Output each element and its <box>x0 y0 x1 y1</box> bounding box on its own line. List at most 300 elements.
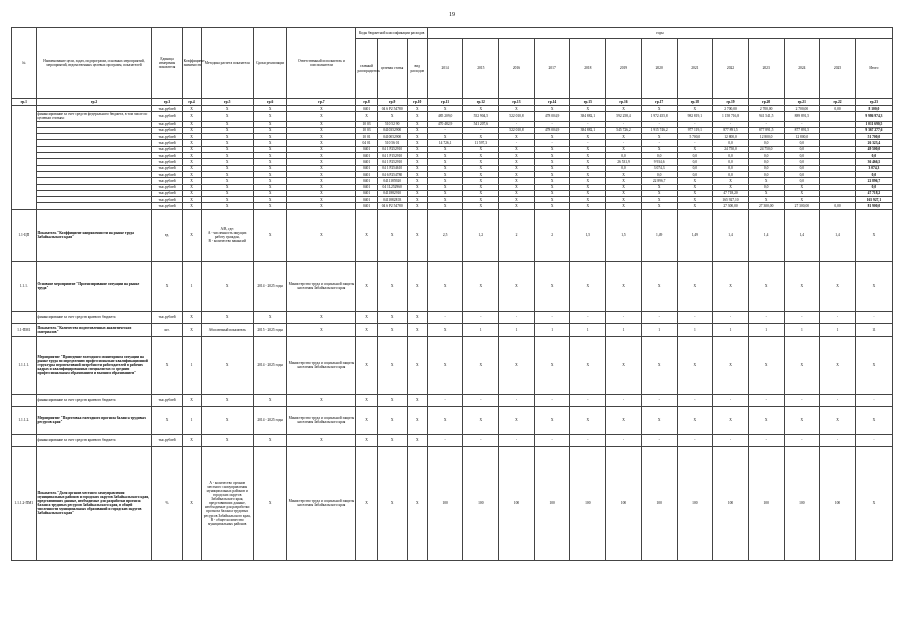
finance-row <box>12 112 893 121</box>
year-cell: X <box>463 336 499 394</box>
event-row <box>12 261 893 311</box>
year-cell: - <box>534 121 570 127</box>
year-cell: 2 700,00 <box>713 106 749 112</box>
cell-j: X <box>407 134 427 140</box>
cell-method: X <box>201 406 253 434</box>
year-cell: X <box>463 153 499 159</box>
cell-e: X <box>201 203 253 209</box>
cell-unit: тыс.рублей <box>152 311 182 323</box>
year-cell: - <box>534 311 570 323</box>
row-number: 1.1.1.1. <box>12 336 37 394</box>
year-cell: 941 541,5 <box>748 112 784 121</box>
total-cell: 22 896,7 <box>855 178 892 184</box>
cell-kbk-type: X <box>407 406 427 434</box>
cell-j: X <box>407 171 427 177</box>
cell-c: тыс.рублей <box>152 159 182 165</box>
cell-g: X <box>287 140 356 146</box>
year-cell: X <box>534 336 570 394</box>
cell-kbk-type: X <box>407 261 427 311</box>
cell-unit: X <box>152 261 182 311</box>
year-cell: - <box>748 121 784 127</box>
cell-d: X <box>182 171 201 177</box>
year-cell: X <box>677 336 713 394</box>
year-cell: X <box>641 146 677 152</box>
fin-row <box>12 311 893 323</box>
year-cell: 0,0 <box>677 153 713 159</box>
year-cell: 982 819,1 <box>677 112 713 121</box>
year-cell: 2,5 <box>427 209 463 261</box>
year-cell: - <box>463 127 499 133</box>
year-cell: - <box>570 121 606 127</box>
year-cell: X <box>677 406 713 434</box>
row-number: 1.1.1.2-ПМ1 <box>12 446 37 560</box>
header-num: № <box>12 28 37 99</box>
column-number: гр.6 <box>253 99 286 106</box>
year-cell: - <box>463 394 499 406</box>
cell-responsible: X <box>287 394 356 406</box>
event-row <box>12 336 893 394</box>
program-table <box>11 27 893 561</box>
cell-g: X <box>287 112 356 121</box>
year-cell: X <box>784 336 820 394</box>
cell-i: 04 1 P252910 <box>377 159 407 165</box>
year-cell: 1,4 <box>748 209 784 261</box>
year-cell: X <box>499 178 535 184</box>
year-cell: X <box>534 190 570 196</box>
cell-terms: X <box>253 394 286 406</box>
year-cell: 27 300,00 <box>748 203 784 209</box>
cell-f: X <box>253 165 286 171</box>
year-cell: 0,0 <box>748 159 784 165</box>
year-cell: 5 700,0 <box>677 134 713 140</box>
year-cell: X <box>463 261 499 311</box>
cell-e: X <box>201 121 253 127</box>
year-cell: X <box>641 197 677 203</box>
year-cell: 0,0 <box>784 165 820 171</box>
cell-i: 04 1 P252910 <box>377 146 407 152</box>
column-number: гр.22 <box>820 99 856 106</box>
header-year-col: 2021 <box>677 39 713 99</box>
header-year-col: 2022 <box>713 39 749 99</box>
year-cell: - <box>784 394 820 406</box>
header-year-col: 2016 <box>499 39 535 99</box>
year-cell: 100 <box>427 446 463 560</box>
year-cell: X <box>677 178 713 184</box>
year-cell: X <box>713 184 749 190</box>
cell-h: 10 01 <box>356 134 377 140</box>
year-cell: X <box>499 184 535 190</box>
year-cell: X <box>677 106 713 112</box>
header-kbk: Коды бюджетной классификации расходов <box>356 28 427 39</box>
year-cell: - <box>713 434 749 446</box>
year-cell: X <box>570 106 606 112</box>
year-cell: - <box>677 121 713 127</box>
year-cell: 1 <box>748 323 784 336</box>
year-cell: X <box>570 171 606 177</box>
year-cell: X <box>534 197 570 203</box>
year-cell: X <box>784 190 820 196</box>
cell-f: X <box>253 106 286 112</box>
cell-h: 0401 <box>356 171 377 177</box>
cell-unit: X <box>152 336 182 394</box>
cell-h: 0401 <box>356 197 377 203</box>
cell-d: X <box>182 112 201 121</box>
year-cell: X <box>748 197 784 203</box>
year-cell: X <box>534 261 570 311</box>
row-name: финансирование за счет средств краевого бюджета <box>36 394 152 406</box>
header-year-col: 2025 <box>820 39 856 99</box>
year-cell: 877 891,5 <box>713 127 749 133</box>
table-body <box>12 106 893 561</box>
year-cell: X <box>641 184 677 190</box>
total-cell: 1 011 690,5 <box>855 121 892 127</box>
cell-responsible: X <box>287 209 356 261</box>
row-number: 1.1-ЦП <box>12 209 37 261</box>
cell-h: 10 03 <box>356 127 377 133</box>
year-cell: 2 700,00 <box>784 106 820 112</box>
year-cell: X <box>570 203 606 209</box>
year-cell: X <box>606 146 642 152</box>
cell-c: тыс.рублей <box>152 171 182 177</box>
total-cell: 8 100,0 <box>855 106 892 112</box>
cell-e: X <box>201 159 253 165</box>
cell-coef: X <box>182 209 201 261</box>
year-cell: X <box>820 406 856 434</box>
year-cell: X <box>606 171 642 177</box>
year-cell: - <box>784 311 820 323</box>
year-cell: X <box>534 184 570 190</box>
year-cell: 592 258,4 <box>606 112 642 121</box>
cell-e: X <box>201 184 253 190</box>
cell-responsible: Министерство труда и социальной защиты населения Забайкальского края <box>287 406 356 434</box>
year-cell: X <box>499 406 535 434</box>
year-cell: 0,0 <box>748 140 784 146</box>
cell-kbk-target: X <box>377 323 407 336</box>
total-cell: 0,0 <box>855 171 892 177</box>
year-cell: X <box>463 165 499 171</box>
cell-i: 04 6 P254780 <box>377 171 407 177</box>
year-cell: - <box>784 434 820 446</box>
year-cell: - <box>570 434 606 446</box>
year-cell: 12 800,0 <box>713 134 749 140</box>
cell-f: X <box>253 197 286 203</box>
column-number: гр.16 <box>606 99 642 106</box>
cell-j: X <box>407 146 427 152</box>
year-cell: 22 896,7 <box>641 178 677 184</box>
cell-unit: X <box>152 406 182 434</box>
year-cell: - <box>463 434 499 446</box>
cell-e: X <box>201 165 253 171</box>
year-cell: 0,0 <box>677 165 713 171</box>
table-header <box>12 28 893 106</box>
cell-terms: X <box>253 434 286 446</box>
year-cell: - <box>534 140 570 146</box>
year-cell: 1 <box>570 323 606 336</box>
year-cell: X <box>570 406 606 434</box>
cell-h: 0401 <box>356 146 377 152</box>
year-cell: 0,0 <box>784 146 820 152</box>
header-year-col: 2019 <box>606 39 642 99</box>
cell-unit: тыс.рублей <box>152 434 182 446</box>
year-cell: 1 <box>499 323 535 336</box>
year-cell: - <box>427 311 463 323</box>
cell-method: А/В, где: А - численность ищущих работу граждан, В - количество вакансий <box>201 209 253 261</box>
cell-method: X <box>201 394 253 406</box>
total-cell: 26 323,4 <box>855 140 892 146</box>
header-year-col: Итого <box>855 39 892 99</box>
row-name: Показатель "Доля органов местного самоуправления муниципальных районов и городских округов Забайкальского края, представивших данные, необходимые для разработки прогноза баланса трудовых ресурсов Забайкальского края, в общей численности муниципальных образований и городских округов Забайкальского края" <box>36 446 152 560</box>
year-cell: 1 <box>606 323 642 336</box>
cell-h: 0401 <box>356 184 377 190</box>
cell-c: тыс.рублей <box>152 112 182 121</box>
cell-coef: X <box>182 311 201 323</box>
year-cell: 0,0 <box>641 171 677 177</box>
year-cell: X <box>606 184 642 190</box>
year-cell: 0,0 <box>677 171 713 177</box>
year-cell: X <box>427 336 463 394</box>
year-cell: - <box>677 311 713 323</box>
year-cell: X <box>641 406 677 434</box>
year-cell: 1,4 <box>784 209 820 261</box>
page-number: 19 <box>449 12 455 18</box>
cell-coef: 1 <box>182 336 201 394</box>
year-cell: X <box>677 197 713 203</box>
year-cell: X <box>427 190 463 196</box>
cell-i: 510 56 01 <box>377 140 407 146</box>
year-cell: X <box>499 134 535 140</box>
header-year-col: 2020 <box>641 39 677 99</box>
cell-kbk-target: X <box>377 394 407 406</box>
fin-row <box>12 434 893 446</box>
cell-f: X <box>253 171 286 177</box>
cell-j: X <box>407 121 427 127</box>
year-cell: X <box>463 171 499 177</box>
cell-g: X <box>287 203 356 209</box>
cell-e: X <box>201 112 253 121</box>
cell-coef: X <box>182 394 201 406</box>
year-cell: X <box>463 134 499 140</box>
cell-responsible: X <box>287 434 356 446</box>
year-cell: X <box>534 159 570 165</box>
year-cell: 14 726,1 <box>427 140 463 146</box>
row-number <box>12 434 37 446</box>
row-name: Мероприятие "Подготовка ежегодного прогноза баланса трудовых ресурсов края" <box>36 406 152 434</box>
year-cell: - <box>748 434 784 446</box>
cell-kbk-target: X <box>377 311 407 323</box>
year-cell: X <box>534 171 570 177</box>
cell-e: X <box>201 171 253 177</box>
cell-kbk-main: X <box>356 406 377 434</box>
year-cell: X <box>606 134 642 140</box>
cell-e: X <box>201 134 253 140</box>
column-number: гр.20 <box>748 99 784 106</box>
year-cell: 545 726,2 <box>606 127 642 133</box>
year-cell: X <box>570 159 606 165</box>
year-cell: - <box>499 394 535 406</box>
year-cell: X <box>499 203 535 209</box>
column-number: гр.17 <box>641 99 677 106</box>
cell-c: тыс.рублей <box>152 127 182 133</box>
year-cell: X <box>784 406 820 434</box>
cell-kbk-type: X <box>407 446 427 560</box>
column-number: гр.2 <box>36 99 152 106</box>
total-cell: 0,0 <box>855 153 892 159</box>
column-number: гр.4 <box>182 99 201 106</box>
year-cell: 478 004,9 <box>534 127 570 133</box>
indicator-row <box>12 209 893 261</box>
row-number: 1.1-ПМ1 <box>12 323 37 336</box>
year-cell: - <box>641 394 677 406</box>
year-cell: X <box>820 261 856 311</box>
year-cell: X <box>677 184 713 190</box>
total-cell: 165 927,1 <box>855 197 892 203</box>
year-cell: 889 891,5 <box>784 112 820 121</box>
column-number: гр.10 <box>407 99 427 106</box>
year-cell: X <box>570 178 606 184</box>
header-terms: Сроки реализации <box>253 28 286 99</box>
cell-d: X <box>182 197 201 203</box>
header-year-col: 2017 <box>534 39 570 99</box>
cell-h: 0401 <box>356 159 377 165</box>
cell-c: тыс.рублей <box>152 140 182 146</box>
year-cell: X <box>855 406 892 434</box>
year-cell: - <box>534 394 570 406</box>
year-cell: - <box>641 434 677 446</box>
column-number: гр.12 <box>463 99 499 106</box>
year-cell: 877 891,5 <box>784 127 820 133</box>
year-cell: X <box>499 190 535 196</box>
year-cell: X <box>427 153 463 159</box>
cell-terms: 2014 - 2025 годы <box>253 261 286 311</box>
cell-g: X <box>287 134 356 140</box>
year-cell: 1,5 <box>606 209 642 261</box>
year-cell: 0,0 <box>713 171 749 177</box>
year-cell: 1 <box>534 323 570 336</box>
cell-i: X <box>377 112 407 121</box>
year-cell: X <box>463 184 499 190</box>
cell-kbk-type: X <box>407 336 427 394</box>
year-cell: - <box>427 127 463 133</box>
cell-i: 04 1 P254610 <box>377 165 407 171</box>
cell-c: тыс.рублей <box>152 146 182 152</box>
cell-j: X <box>407 190 427 196</box>
year-cell: X <box>570 336 606 394</box>
year-cell: X <box>463 159 499 165</box>
year-cell: - <box>570 311 606 323</box>
cell-f: X <box>253 184 286 190</box>
year-cell: 522 010,8 <box>499 127 535 133</box>
year-cell: X <box>713 178 749 184</box>
year-cell: X <box>427 171 463 177</box>
cell-j: X <box>407 159 427 165</box>
year-cell: - <box>427 434 463 446</box>
header-method: Методика расчета показателя <box>201 28 253 99</box>
cell-i: 04 6 P2 54780 <box>377 106 407 112</box>
cell-terms: X <box>253 209 286 261</box>
cell-f: X <box>253 159 286 165</box>
year-cell: 100 <box>748 446 784 560</box>
cell-kbk-target: X <box>377 434 407 446</box>
year-cell: - <box>855 394 892 406</box>
year-cell: X <box>427 184 463 190</box>
cell-i: 510 52 90 <box>377 121 407 127</box>
cell-h: 0401 <box>356 106 377 112</box>
row-name: Мероприятие "Проведение ежегодного мониторинга ситуации на рынке труда по определению профессионально-квалификационной структуры перспективной потребности работодателей в рабочих кадрах и квалифицированных специалистах со средним профессиональным образованием и высшим образованием" <box>36 336 152 394</box>
cell-coef: 1 <box>182 261 201 311</box>
year-cell: 1,49 <box>677 209 713 261</box>
year-cell: 3 074,3 <box>641 165 677 171</box>
year-cell: X <box>748 178 784 184</box>
year-cell: 1 158 716,8 <box>713 112 749 121</box>
year-cell: - <box>748 394 784 406</box>
year-cell: - <box>606 311 642 323</box>
year-cell: X <box>463 106 499 112</box>
year-cell: X <box>820 336 856 394</box>
year-cell: 100 <box>784 446 820 560</box>
year-cell: X <box>534 146 570 152</box>
year-cell: 100 <box>606 446 642 560</box>
year-cell: X <box>748 261 784 311</box>
cell-i: 04 1L252960 <box>377 184 407 190</box>
column-number: гр.3 <box>152 99 182 106</box>
cell-i: 0410352900 <box>377 127 407 133</box>
year-cell: 0,00 <box>820 106 856 112</box>
year-cell: 100 <box>641 446 677 560</box>
row-name: финансирование за счет средств краевого бюджета <box>36 311 152 323</box>
cell-j: X <box>407 197 427 203</box>
year-cell: X <box>641 190 677 196</box>
year-cell <box>820 112 856 121</box>
cell-terms: 2014 - 2025 годы <box>253 336 286 394</box>
cell-terms: X <box>253 446 286 560</box>
year-cell: X <box>427 203 463 209</box>
cell-c: тыс.рублей <box>152 165 182 171</box>
year-cell: X <box>677 203 713 209</box>
year-cell: X <box>570 134 606 140</box>
year-cell: 1 <box>820 323 856 336</box>
year-cell: X <box>606 178 642 184</box>
cell-kbk-type: X <box>407 434 427 446</box>
cell-kbk-main: X <box>356 323 377 336</box>
cell-c: тыс.рублей <box>152 134 182 140</box>
year-cell: 1,4 <box>820 209 856 261</box>
cell-method: X <box>201 336 253 394</box>
cell-responsible: Министерство труда и социальной защиты населения Забайкальского края <box>287 336 356 394</box>
cell-d: X <box>182 153 201 159</box>
cell-method: X <box>201 311 253 323</box>
cell-method: X <box>201 261 253 311</box>
year-cell: 0,0 <box>606 165 642 171</box>
year-cell: 2 <box>534 209 570 261</box>
year-cell: X <box>641 106 677 112</box>
cell-kbk-main: X <box>356 311 377 323</box>
year-cell: 11 597,3 <box>463 140 499 146</box>
year-cell: X <box>606 336 642 394</box>
year-cell: - <box>606 394 642 406</box>
year-cell: X <box>570 197 606 203</box>
cell-f: X <box>253 140 286 146</box>
cell-terms: 2014 - 2025 годы <box>253 406 286 434</box>
year-cell: 9 934,6 <box>641 159 677 165</box>
year-cell: - <box>499 311 535 323</box>
year-cell: X <box>427 165 463 171</box>
year-cell: 0,0 <box>713 153 749 159</box>
year-cell: - <box>606 140 642 146</box>
year-cell: 384 882,1 <box>570 127 606 133</box>
year-cell: 11 <box>855 323 892 336</box>
year-cell: X <box>677 261 713 311</box>
year-cell: X <box>499 171 535 177</box>
